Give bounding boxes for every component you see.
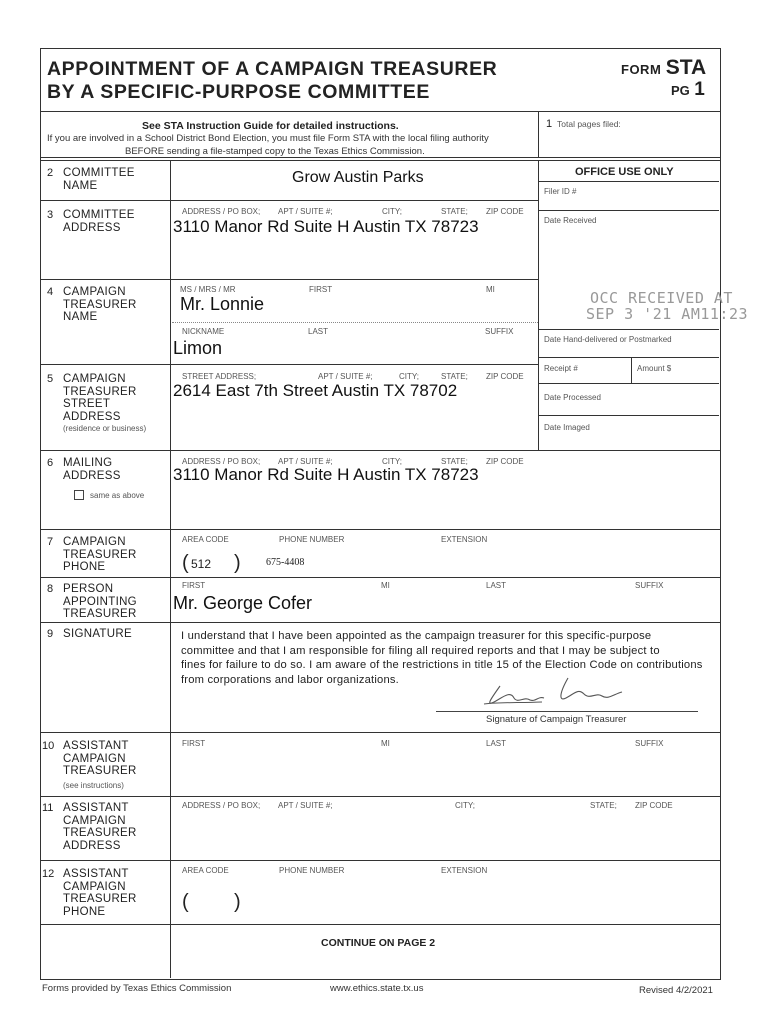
statement-line-2: committee and that I am responsible for filing all required reports and that I may be subject to — [181, 644, 660, 657]
date-imaged-label: Date Imaged — [544, 423, 590, 432]
area-code-value: 512 — [191, 557, 212, 571]
s10-header-mi: MI — [381, 739, 390, 748]
s11-header-apt: APT / SUITE #; — [278, 801, 333, 810]
received-stamp-line1: OCC RECEIVED AT — [590, 289, 733, 307]
s12-header-ext: EXTENSION — [441, 866, 488, 875]
page-id — [671, 79, 705, 101]
s6-header-city: CITY; — [382, 457, 402, 466]
mailing-address-value: 3110 Manor Rd Suite H Austin TX 78723 — [173, 465, 479, 484]
s5-sub-label: (residence or business) — [63, 424, 147, 433]
treasurer-signature — [480, 672, 630, 712]
statement-line-3: fines for failure to do so. I am aware of the restrictions in title 15 of the Election Code on contributions — [181, 659, 703, 672]
s10-header-last: LAST — [486, 739, 507, 748]
section-7-number: 7 — [47, 536, 54, 548]
footer-left: Forms provided by Texas Ethics Commission — [42, 983, 232, 994]
s4-header-last: LAST — [308, 327, 329, 336]
s10-header-suffix: SUFFIX — [635, 739, 664, 748]
treasurer-first-value: Mr. Lonnie — [180, 294, 265, 314]
form-code: STA — [665, 56, 707, 79]
s10-sub-label: (see instructions) — [63, 781, 124, 790]
form-label: FORM — [621, 62, 662, 77]
total-pages-number: 1 — [546, 118, 553, 130]
s7-header-ext: EXTENSION — [441, 535, 488, 544]
s11-header-state: STATE; — [590, 801, 617, 810]
s4-header-nickname: NICKNAME — [182, 327, 225, 336]
s6-header-zip: ZIP CODE — [486, 457, 524, 466]
section-8-number: 8 — [47, 583, 54, 595]
committee-name-value: Grow Austin Parks — [292, 169, 424, 186]
s8-header-last: LAST — [486, 581, 507, 590]
s6-header-address: ADDRESS / PO BOX; — [182, 457, 261, 466]
instructions-line1: If you are involved in a School District Bond Election, you must file Form STA with the local filing authority — [47, 133, 489, 144]
area-code-open-paren: ( — [182, 552, 189, 574]
statement-line-1: I understand that I have been appointed as the campaign treasurer for this specific-purpose — [181, 630, 652, 642]
form-id — [621, 56, 706, 80]
date-received-label: Date Received — [544, 216, 597, 225]
form-title-line1: APPOINTMENT OF A CAMPAIGN TREASURER — [47, 58, 498, 80]
section-2-number: 2 — [47, 167, 54, 179]
amount-label: Amount $ — [637, 364, 672, 373]
s6-header-state: STATE; — [441, 457, 468, 466]
office-use-heading: OFFICE USE ONLY — [575, 166, 674, 178]
signature-caption: Signature of Campaign Treasurer — [486, 714, 627, 725]
section-3-number: 3 — [47, 209, 54, 221]
received-stamp-line2: SEP 3 '21 AM11:23 — [586, 305, 749, 323]
section-12-number: 12 — [42, 868, 55, 880]
same-as-above-label: same as above — [90, 491, 145, 500]
instructions-line2: BEFORE sending a file-stamped copy to the Texas Ethics Commission. — [125, 146, 425, 157]
same-as-above-checkbox[interactable] — [74, 490, 84, 500]
date-processed-label: Date Processed — [544, 393, 601, 402]
s3-header-apt: APT / SUITE #; — [278, 207, 333, 216]
section-8-label: PERSON APPOINTING TREASURER — [63, 583, 137, 620]
pg-number: 1 — [694, 79, 705, 100]
s7-header-area: AREA CODE — [182, 535, 229, 544]
instructions-heading: See STA Instruction Guide for detailed instructions. — [142, 120, 399, 132]
s3-header-zip: ZIP CODE — [486, 207, 524, 216]
section-10-number: 10 — [42, 740, 55, 752]
s4-header-prefix: MS / MRS / MR — [180, 285, 236, 294]
s4-header-first: FIRST — [309, 285, 333, 294]
s5-header-state: STATE; — [441, 372, 468, 381]
total-pages-label: Total pages filed: — [557, 119, 621, 129]
s5-header-apt: APT / SUITE #; — [318, 372, 373, 381]
section-6-label: MAILING ADDRESS — [63, 457, 121, 482]
area-code-close-paren: ) — [234, 552, 241, 574]
section-11-label: ASSISTANT CAMPAIGN TREASURER ADDRESS — [63, 802, 137, 852]
s3-header-address: ADDRESS / PO BOX; — [182, 207, 261, 216]
appointer-name-value: Mr. George Cofer — [173, 593, 313, 613]
receipt-label: Receipt # — [544, 364, 578, 373]
assistant-area-close-paren: ) — [234, 891, 241, 913]
section-5-number: 5 — [47, 373, 54, 385]
section-11-number: 11 — [42, 802, 54, 814]
section-4-number: 4 — [47, 286, 54, 298]
s7-header-phone: PHONE NUMBER — [279, 535, 345, 544]
section-9-number: 9 — [47, 628, 54, 640]
s12-header-area: AREA CODE — [182, 866, 229, 875]
s8-header-first: FIRST — [182, 581, 206, 590]
assistant-area-open-paren: ( — [182, 891, 189, 913]
footer-right: Revised 4/2/2021 — [639, 985, 713, 996]
section-10-label: ASSISTANT CAMPAIGN TREASURER — [63, 740, 137, 777]
section-9-label: SIGNATURE — [63, 628, 132, 640]
footer-center: www.ethics.state.tx.us — [330, 983, 424, 994]
s11-header-zip: ZIP CODE — [635, 801, 673, 810]
s3-header-city: CITY; — [382, 207, 402, 216]
s8-header-suffix: SUFFIX — [635, 581, 664, 590]
section-3-label: COMMITTEE ADDRESS — [63, 209, 135, 234]
section-12-label: ASSISTANT CAMPAIGN TREASURER PHONE — [63, 868, 137, 918]
continue-note: CONTINUE ON PAGE 2 — [321, 937, 436, 949]
s10-header-first: FIRST — [182, 739, 206, 748]
s4-header-mi: MI — [486, 285, 495, 294]
hand-delivered-label: Date Hand-delivered or Postmarked — [544, 335, 672, 344]
statement-line-4: from corporations and labor organizations. — [181, 673, 399, 686]
section-6-number: 6 — [47, 457, 54, 469]
s5-header-zip: ZIP CODE — [486, 372, 524, 381]
section-5-label: CAMPAIGN TREASURER STREET ADDRESS — [63, 373, 137, 423]
filer-id-label: Filer ID # — [544, 187, 577, 196]
s8-header-mi: MI — [381, 581, 390, 590]
s5-header-street: STREET ADDRESS; — [182, 372, 257, 381]
treasurer-last-value: Limon — [173, 338, 223, 358]
section-2-label: COMMITTEE NAME — [63, 167, 135, 192]
s11-header-address: ADDRESS / PO BOX; — [182, 801, 261, 810]
treasurer-street-value: 2614 East 7th Street Austin TX 78702 — [173, 381, 458, 400]
pg-label: PG — [671, 83, 690, 98]
s3-header-state: STATE; — [441, 207, 468, 216]
s5-header-city: CITY; — [399, 372, 419, 381]
s6-header-apt: APT / SUITE #; — [278, 457, 333, 466]
section-7-label: CAMPAIGN TREASURER PHONE — [63, 536, 137, 573]
s11-header-city: CITY; — [455, 801, 475, 810]
s4-header-suffix: SUFFIX — [485, 327, 514, 336]
section-4-label: CAMPAIGN TREASURER NAME — [63, 286, 137, 323]
form-title-line2: BY A SPECIFIC-PURPOSE COMMITTEE — [47, 81, 430, 103]
phone-number-value: 675-4408 — [266, 557, 305, 568]
s12-header-phone: PHONE NUMBER — [279, 866, 345, 875]
committee-address-value: 3110 Manor Rd Suite H Austin TX 78723 — [173, 217, 479, 236]
